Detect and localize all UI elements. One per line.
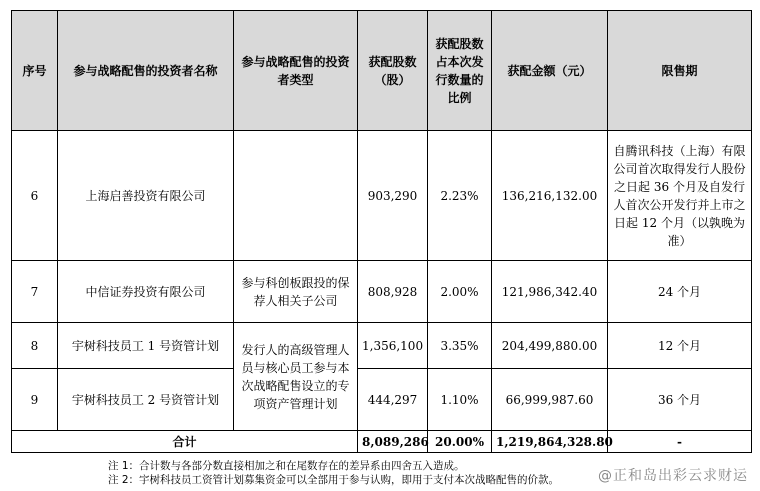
cell-shares: 444,297 (358, 369, 428, 431)
table-row (12, 323, 752, 369)
header-shares: 获配股数（股） (358, 11, 428, 131)
header-ratio: 获配股数占本次发行数量的比例 (428, 11, 492, 131)
allocation-table (11, 10, 752, 453)
cell-seq: 6 (12, 131, 58, 261)
cell-lockup: 自腾讯科技（上海）有限公司首次取得发行人股份之日起 36 个月及自发行人首次公开发行并上市之日起 12 个月（以孰晚为准） (608, 131, 752, 261)
cell-name: 宇树科技员工 1 号资管计划 (58, 323, 234, 369)
cell-lockup: 12 个月 (608, 323, 752, 369)
cell-name: 中信证券投资有限公司 (58, 261, 234, 323)
cell-seq: 9 (12, 369, 58, 431)
cell-shares: 903,290 (358, 131, 428, 261)
cell-type: 参与科创板跟投的保荐人相关子公司 (234, 261, 358, 323)
table-row (12, 131, 752, 261)
header-seq: 序号 (12, 11, 58, 131)
cell-type (234, 131, 358, 261)
footnote-2: 注 2：宇树科技员工资管计划募集资金可以全部用于参与认购，即用于支付本次战略配售的价款。 (108, 474, 560, 486)
watermark: @正和岛出彩云求财运 (598, 468, 748, 484)
header-type: 参与战略配售的投资者类型 (234, 11, 358, 131)
cell-ratio: 2.00% (428, 261, 492, 323)
footnote-1: 注 1：合计数与各部分数直接相加之和在尾数存在的差异系由四舍五入造成。 (108, 460, 465, 472)
header-name: 参与战略配售的投资者名称 (58, 11, 234, 131)
cell-shares: 1,356,100 (358, 323, 428, 369)
cell-name: 上海启善投资有限公司 (58, 131, 234, 261)
header-amount: 获配金额（元） (492, 11, 608, 131)
footnotes (108, 459, 559, 487)
cell-ratio: 1.10% (428, 369, 492, 431)
cell-ratio: 2.23% (428, 131, 492, 261)
table-row (12, 369, 752, 431)
cell-lockup: 24 个月 (608, 261, 752, 323)
total-ratio: 20.00% (428, 431, 492, 453)
cell-seq: 8 (12, 323, 58, 369)
total-label: 合计 (12, 431, 358, 453)
header-lockup: 限售期 (608, 11, 752, 131)
total-row (12, 431, 752, 453)
cell-shares: 808,928 (358, 261, 428, 323)
total-amount: 1,219,864,328.80 (492, 431, 608, 453)
cell-name: 宇树科技员工 2 号资管计划 (58, 369, 234, 431)
cell-lockup: 36 个月 (608, 369, 752, 431)
header-row (12, 11, 752, 131)
cell-amount: 66,999,987.60 (492, 369, 608, 431)
cell-ratio: 3.35% (428, 323, 492, 369)
cell-seq: 7 (12, 261, 58, 323)
cell-type-merged: 发行人的高级管理人员与核心员工参与本次战略配售设立的专项资产管理计划 (234, 323, 358, 431)
total-lockup: - (608, 431, 752, 453)
table-row (12, 261, 752, 323)
cell-amount: 136,216,132.00 (492, 131, 608, 261)
cell-amount: 204,499,880.00 (492, 323, 608, 369)
total-shares: 8,089,286 (358, 431, 428, 453)
cell-amount: 121,986,342.40 (492, 261, 608, 323)
